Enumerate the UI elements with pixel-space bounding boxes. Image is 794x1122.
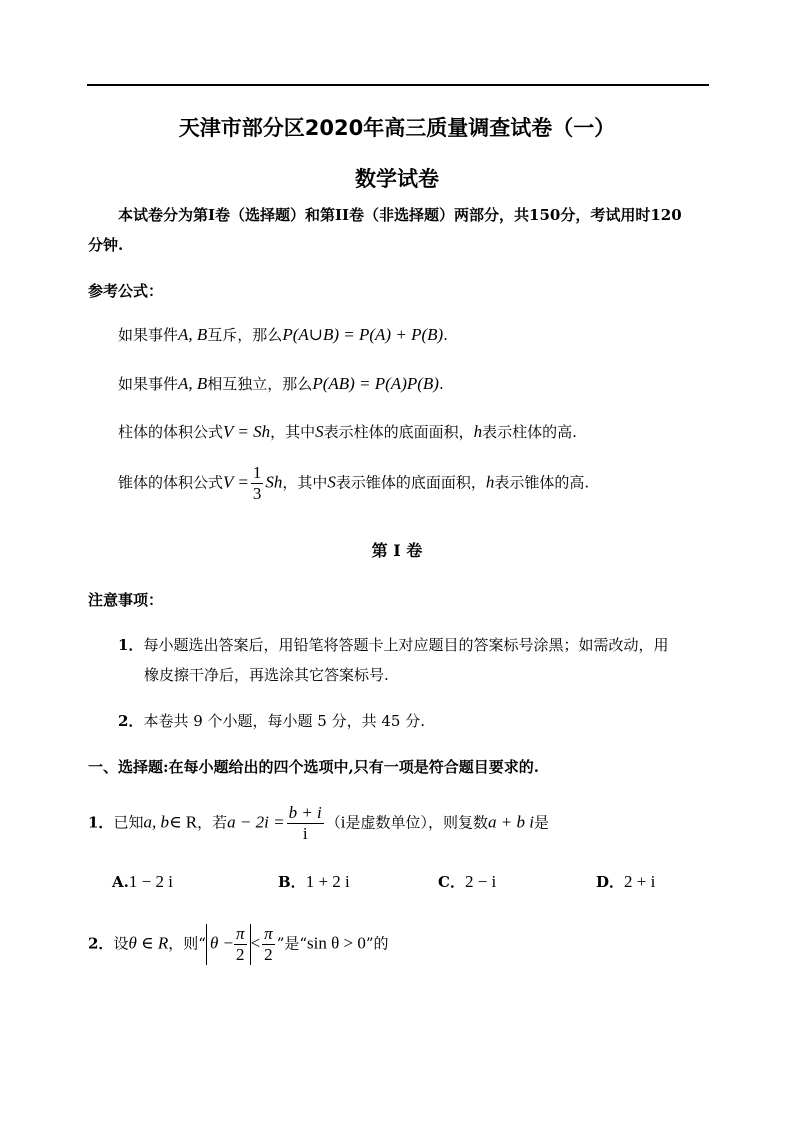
question-1-option-c[interactable] xyxy=(438,872,496,892)
formula-3-s: S xyxy=(315,422,324,441)
question-1-option-a[interactable] xyxy=(112,872,173,892)
option-d-value: 2 + i xyxy=(624,872,656,891)
formula-1-vars: A, B xyxy=(178,325,208,344)
formula-pyramid-volume xyxy=(118,463,589,504)
formula-1-mid: 互斥，那么 xyxy=(207,326,283,344)
formula-4-numerator: 1 xyxy=(252,463,262,482)
question-1-text-4: 是虚数单位），则复数 xyxy=(345,813,489,832)
formula-3-equation: V = Sh xyxy=(223,422,271,441)
formula-1-end: . xyxy=(443,326,448,344)
exam-subtitle: 数学试卷 xyxy=(355,167,439,191)
question-2 xyxy=(88,924,389,965)
question-2-text-4: ”的 xyxy=(365,934,389,953)
formula-3-end: 表示柱体的高. xyxy=(482,423,577,441)
formulas-heading: 参考公式： xyxy=(88,282,164,300)
option-c-label: C． xyxy=(438,873,465,891)
question-1-expression: a + b i xyxy=(488,812,534,832)
question-1-text-3: （ xyxy=(325,813,341,832)
question-2-text-3: ”是“ xyxy=(276,934,308,953)
formula-1-prefix: 如果事件 xyxy=(118,326,179,344)
question-1-text-2: ，若 xyxy=(197,813,228,832)
question-2-abs-fraction xyxy=(234,924,247,965)
question-1-text-1: 已知 xyxy=(113,813,144,832)
question-1-vars: a, b xyxy=(143,812,169,832)
option-a-label: A. xyxy=(112,873,129,891)
question-2-theta-in-r: θ ∈ R xyxy=(128,933,169,953)
formula-4-mid2: 表示锥体的底面面积， xyxy=(335,473,486,492)
formula-4-h: h xyxy=(485,472,495,492)
formula-2-vars: A, B xyxy=(178,374,208,393)
formula-3-mid1: ，其中 xyxy=(270,423,316,441)
formula-4-fraction xyxy=(251,463,264,504)
question-2-abs-numerator: π xyxy=(236,924,245,943)
formula-3-mid2: 表示柱体的底面面积， xyxy=(323,423,474,441)
formula-prism-volume xyxy=(118,422,577,442)
question-2-abs-denominator: 2 xyxy=(236,945,245,964)
option-a-value: 1 − 2 i xyxy=(128,872,173,891)
question-2-rhs-denominator: 2 xyxy=(264,945,273,964)
formula-2-prefix: 如果事件 xyxy=(118,375,179,393)
formula-3-h: h xyxy=(473,422,483,441)
note-1-line-1 xyxy=(118,635,668,655)
formula-independent xyxy=(118,374,444,394)
part-heading: 一、选择题:在每小题给出的四个选项中,只有一项是符合题目要求的. xyxy=(88,758,539,776)
question-1-text-5: 是 xyxy=(534,813,550,832)
option-d-label: D． xyxy=(596,873,625,891)
question-1-lhs: a − 2i = xyxy=(227,812,285,832)
question-1-i-symbol: i xyxy=(340,812,346,832)
formula-4-rhs: Sh xyxy=(265,472,283,492)
volume-title: 第 I 卷 xyxy=(371,541,423,560)
question-1-fraction xyxy=(287,803,324,844)
option-b-value: 1 + 2 i xyxy=(305,872,350,891)
question-2-condition: sin θ > 0 xyxy=(307,933,366,953)
formula-4-prefix: 锥体的体积公式 xyxy=(118,473,224,492)
notes-heading: 注意事项： xyxy=(88,591,164,609)
exam-title: 天津市部分区2020年高三质量调查试卷（一） xyxy=(178,116,616,140)
question-1-option-d[interactable] xyxy=(596,872,655,892)
note-1-number: 1． xyxy=(118,636,144,654)
question-1-numerator: b + i xyxy=(288,803,322,822)
note-2-text: 本卷共 9 个小题，每小题 5 分，共 45 分. xyxy=(143,712,425,730)
formula-1-equation: P(A∪B) = P(A) + P(B) xyxy=(282,325,444,344)
note-2-number: 2． xyxy=(118,712,144,730)
note-1-line-2: 橡皮擦干净后，再选涂其它答案标号. xyxy=(144,666,389,684)
question-2-rhs-numerator: π xyxy=(264,924,273,943)
formula-4-lhs: V = xyxy=(223,472,249,492)
formula-2-end: . xyxy=(438,375,444,393)
formula-4-end: 表示锥体的高. xyxy=(494,473,590,492)
note-1-text: 每小题选出答案后，用铅笔将答题卡上对应题目的答案标号涂黑；如需改动，用 xyxy=(143,636,669,654)
note-2 xyxy=(118,711,425,731)
formula-2-mid: 相互独立，那么 xyxy=(207,375,313,393)
question-2-number: 2． xyxy=(88,934,114,953)
question-2-absolute-value xyxy=(206,924,251,965)
question-1-in-r: ∈ R xyxy=(168,812,198,832)
formula-4-s: S xyxy=(327,472,336,492)
question-2-abs-left: θ − xyxy=(209,933,235,953)
intro-line-2: 分钟. xyxy=(88,236,124,254)
formula-2-equation: P(AB) = P(A)P(B) xyxy=(312,374,439,393)
option-b-label: B． xyxy=(278,873,306,891)
question-1-option-b[interactable] xyxy=(278,872,350,892)
option-c-value: 2 − i xyxy=(464,872,497,891)
formula-4-denominator: 3 xyxy=(252,484,262,503)
header-rule xyxy=(87,84,709,86)
question-2-text-1: 设 xyxy=(113,934,129,953)
formula-mutually-exclusive xyxy=(118,325,448,345)
question-2-less-than: < xyxy=(250,933,261,953)
formula-4-mid1: ，其中 xyxy=(282,473,328,492)
formula-3-prefix: 柱体的体积公式 xyxy=(118,423,224,441)
question-2-rhs-fraction xyxy=(262,924,275,965)
intro-line-1: 本试卷分为第I卷（选择题）和第II卷（非选择题）两部分，共150分，考试用时120 xyxy=(118,206,682,224)
question-2-text-2: ，则“ xyxy=(168,934,206,953)
question-1-number: 1． xyxy=(88,813,114,832)
question-1-denominator: i xyxy=(302,824,308,843)
question-1 xyxy=(88,803,549,844)
